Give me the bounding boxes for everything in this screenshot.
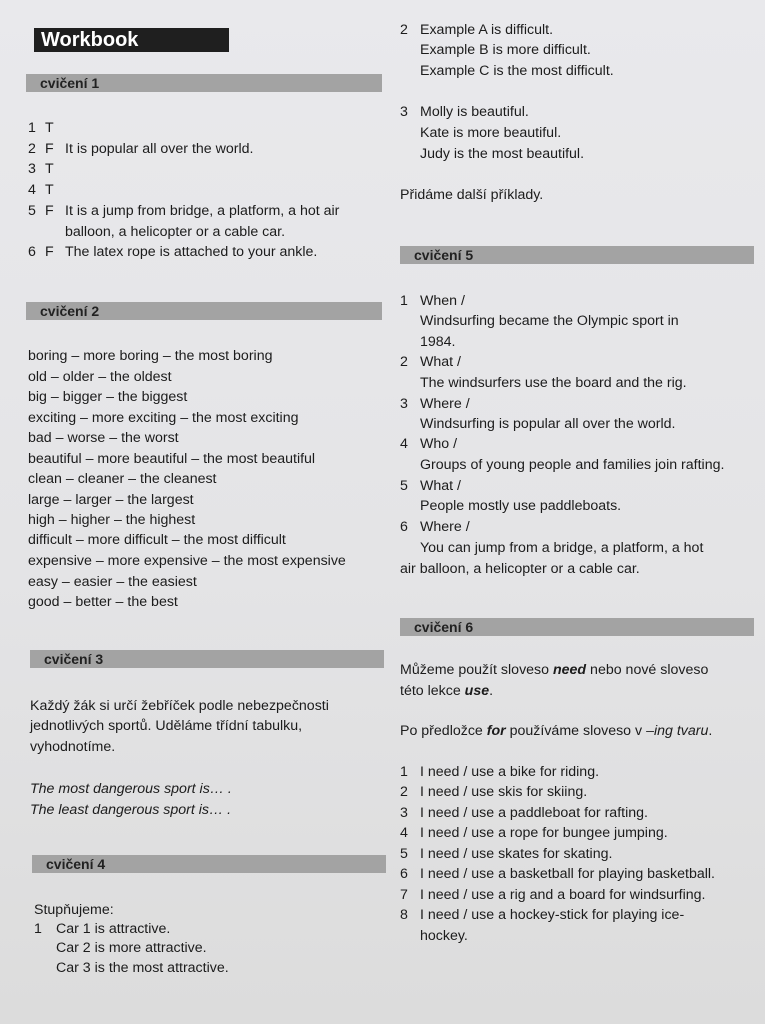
ex3-para-line: jednotlivých sportů. Uděláme třídní tabulku, (30, 718, 303, 734)
ex4-note: Přidáme další příklady. (400, 187, 544, 203)
ex2-line: good – better – the best (28, 594, 178, 610)
ex6-item-8: 8 I need / use a hockey-stick for playing ice- (400, 907, 685, 923)
ex4-item-2-line: Example B is more difficult. (420, 42, 591, 58)
ex2-line: bad – worse – the worst (28, 430, 179, 446)
ex2-line: clean – cleaner – the cleanest (28, 471, 217, 487)
ex6-item-5: 5 I need / use skates for skating. (400, 846, 613, 862)
workbook-title: Workbook (34, 28, 229, 52)
ex3-para-line: Každý žák si určí žebříček podle nebezpečnosti (30, 698, 329, 714)
ex4-item-1: 1 Car 1 is attractive. (34, 921, 171, 937)
ex2-line: difficult – more difficult – the most difficult (28, 532, 286, 548)
ex5-a-6: You can jump from a bridge, a platform, a hot (420, 540, 704, 556)
ex4-item-1-line: Car 3 is the most attractive. (56, 960, 229, 976)
ex1-item-5: 5 F It is a jump from bridge, a platform, a hot air (28, 203, 340, 219)
ex6-item-4: 4 I need / use a rope for bungee jumping. (400, 825, 668, 841)
ex2-line: boring – more boring – the most boring (28, 348, 273, 364)
ex6-item-2: 2 I need / use skis for skiing. (400, 784, 588, 800)
ex6-item-8-cont: hockey. (420, 928, 468, 944)
ex5-a-1: Windsurfing became the Olympic sport in (420, 313, 679, 329)
ex2-heading: cvičení 2 (26, 302, 382, 320)
ex4-item-2: 2 Example A is difficult. (400, 22, 554, 38)
ex5-a-3: Windsurfing is popular all over the world. (420, 416, 676, 432)
ex4-item-3-line: Kate is more beautiful. (420, 125, 562, 141)
ex3-example: The most dangerous sport is… . (30, 781, 232, 797)
ex5-q-4: 4 Who / (400, 436, 458, 452)
ex2-line: expensive – more expensive – the most expensive (28, 553, 346, 569)
ex4-heading: cvičení 4 (32, 855, 386, 873)
ex5-a-1-cont: 1984. (420, 334, 456, 350)
ex5-a-5: People mostly use paddleboats. (420, 498, 622, 514)
ex4-item-2-line: Example C is the most difficult. (420, 63, 614, 79)
ex2-line: high – higher – the highest (28, 512, 196, 528)
ex5-a-2: The windsurfers use the board and the rig. (420, 375, 687, 391)
ex5-q-5: 5 What / (400, 478, 461, 494)
ex1-item-4: 4 T (28, 182, 54, 198)
ex4-item-3-line: Judy is the most beautiful. (420, 146, 585, 162)
ex2-line: large – larger – the largest (28, 492, 194, 508)
ex5-q-3: 3 Where / (400, 396, 470, 412)
ex5-heading: cvičení 5 (400, 246, 754, 264)
ex5-a-4: Groups of young people and families join rafting. (420, 457, 725, 473)
ex1-item-3: 3 T (28, 161, 54, 177)
ex6-item-7: 7 I need / use a rig and a board for windsurfing. (400, 887, 706, 903)
ex4-intro: Stupňujeme: (34, 902, 114, 918)
ex4-item-1-line: Car 2 is more attractive. (56, 940, 207, 956)
ex5-q-6: 6 Where / (400, 519, 470, 535)
ex5-q-2: 2 What / (400, 354, 461, 370)
ex6-heading: cvičení 6 (400, 618, 754, 636)
ex1-item-6: 6 F The latex rope is attached to your ankle. (28, 244, 318, 260)
ex2-line: easy – easier – the easiest (28, 574, 197, 590)
ex1-heading: cvičení 1 (26, 74, 382, 92)
ex6-para-1-cont: této lekce use. (400, 683, 494, 699)
ex3-heading: cvičení 3 (30, 650, 384, 668)
ex4-item-3: 3 Molly is beautiful. (400, 104, 529, 120)
ex3-example: The least dangerous sport is… . (30, 802, 232, 818)
ex6-item-1: 1 I need / use a bike for riding. (400, 764, 600, 780)
ex1-item-2: 2 F It is popular all over the world. (28, 141, 254, 157)
ex1-item-1: 1 T (28, 120, 54, 136)
ex6-item-3: 3 I need / use a paddleboat for rafting. (400, 805, 648, 821)
ex3-para-line: vyhodnotíme. (30, 739, 116, 755)
ex2-line: exciting – more exciting – the most exciting (28, 410, 299, 426)
ex6-item-6: 6 I need / use a basketball for playing basketball. (400, 866, 715, 882)
ex5-q-1: 1 When / (400, 293, 465, 309)
ex5-a-6-cont: air balloon, a helicopter or a cable car. (400, 561, 640, 577)
ex2-line: big – bigger – the biggest (28, 389, 188, 405)
ex6-para-1: Můžeme použít sloveso need nebo nové sloveso (400, 662, 709, 678)
ex2-line: old – older – the oldest (28, 369, 172, 385)
ex1-item-5-cont: balloon, a helicopter or a cable car. (65, 224, 286, 240)
ex6-para-2: Po předložce for používáme sloveso v –ing tvaru. (400, 723, 713, 739)
ex2-line: beautiful – more beautiful – the most beautiful (28, 451, 316, 467)
